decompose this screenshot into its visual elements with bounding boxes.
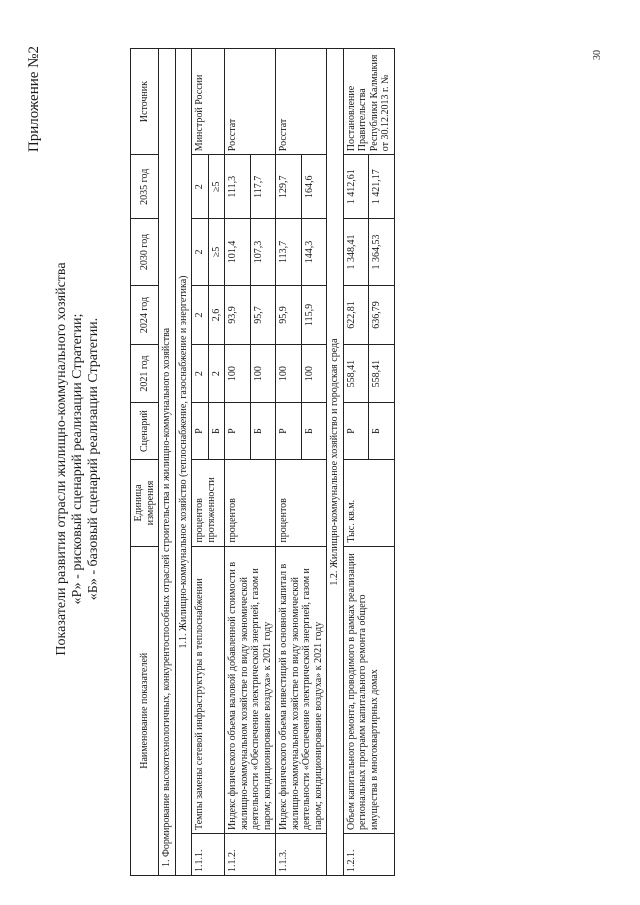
scenario: Р (225, 402, 251, 459)
header-name: Наименование показателей (131, 546, 159, 875)
scenario: Р (343, 402, 369, 459)
rotated-page (20, 34, 620, 884)
title-line-3: «Б» - базовый сценарий реализации Стратегии. (86, 317, 101, 601)
source: Росстат (276, 49, 327, 155)
header-2021: 2021 год (131, 345, 159, 402)
unit: Тыс. кв.м. (343, 460, 394, 546)
scenario: Б (250, 402, 276, 459)
value: 164,6 (301, 155, 327, 219)
source: Росстат (225, 49, 276, 155)
value: 144,3 (301, 219, 327, 285)
value: 1 412,61 (343, 155, 369, 219)
value: ≥5 (208, 155, 225, 219)
value: 117,7 (250, 155, 276, 219)
value: 100 (276, 345, 302, 402)
indicator-name: Индекс физического объема валовой добавленной стоимости в жилищно-коммунальном хозяйстве по виду экономической деятельности «Обеспечение электрической энергией, газом и паром; кондиционирование воздуха» к 2021 году (225, 546, 276, 833)
row-number: 1.1.1. (192, 834, 225, 876)
unit: процентов (276, 460, 327, 546)
subsection-1-2: 1.2. Жилищно-коммунальное хозяйство и городская среда (327, 49, 344, 876)
title-line-2: «Р» - рисковый сценарий реализации Стратегии; (70, 313, 85, 605)
value: 558,41 (369, 345, 395, 402)
header-2035: 2035 год (131, 155, 159, 219)
value: 1 348,41 (343, 219, 369, 285)
indicator-name: Объем капитального ремонта, проводимого в рамках реализации региональных программ капитального ремонта общего имущества в многоквартирных домах (343, 546, 394, 833)
header-row (131, 49, 159, 876)
value: 113,7 (276, 219, 302, 285)
value: 111,3 (225, 155, 251, 219)
row-number: 1.1.3. (276, 834, 327, 876)
value: 100 (225, 345, 251, 402)
header-scenario: Сценарий (131, 402, 159, 459)
source: Минстрой России (192, 49, 225, 155)
value: 636,79 (369, 285, 395, 345)
table-row (343, 49, 369, 876)
header-2024: 2024 год (131, 285, 159, 345)
value: 100 (301, 345, 327, 402)
header-2030: 2030 год (131, 219, 159, 285)
scenario: Б (301, 402, 327, 459)
title-line-1: Показатели развития отрасли жилищно-коммунального хозяйства (54, 262, 69, 656)
value: 2,6 (208, 285, 225, 345)
value: 1 421,17 (369, 155, 395, 219)
indicator-name: Темпы замены сетевой инфраструктуры в теплоснабжении (192, 546, 225, 833)
value: 558,41 (343, 345, 369, 402)
value: 100 (250, 345, 276, 402)
section-1: 1. Формирование высокотехнологичных, конкурентоспособных отраслей строительства и жилищно-коммунального хозяйства (159, 49, 176, 876)
value: 95,7 (250, 285, 276, 345)
value: 2 (192, 345, 209, 402)
value: 2 (208, 345, 225, 402)
page-number: 30 (592, 50, 603, 60)
header-source: Источник (131, 49, 159, 155)
appendix-label: Приложение №2 (26, 46, 42, 153)
source: Постановление Правительства Республики Калмыкия от 30.12.2013 г. № (343, 49, 394, 155)
value: 107,3 (250, 219, 276, 285)
indicators-table (130, 48, 395, 876)
unit: процентов протяженности (192, 460, 225, 546)
unit: процентов (225, 460, 276, 546)
header-unit: Единица измерения (131, 460, 159, 546)
scenario: Б (208, 402, 225, 459)
row-number: 1.1.2. (225, 834, 276, 876)
scenario: Б (369, 402, 395, 459)
subsection-1-1: 1.1. Жилищно-коммунальное хозяйство (теплоснабжение, газоснабжение и энергетика) (175, 49, 192, 876)
scenario: Р (192, 402, 209, 459)
value: 2 (192, 285, 209, 345)
value: 2 (192, 155, 209, 219)
table-row (276, 49, 302, 876)
value: ≥5 (208, 219, 225, 285)
table-row (225, 49, 251, 876)
value: 129,7 (276, 155, 302, 219)
value: 93,9 (225, 285, 251, 345)
value: 101,4 (225, 219, 251, 285)
row-number: 1.2.1. (343, 834, 394, 876)
scenario: Р (276, 402, 302, 459)
value: 1 364,53 (369, 219, 395, 285)
value: 2 (192, 219, 209, 285)
value: 115,9 (301, 285, 327, 345)
value: 622,81 (343, 285, 369, 345)
table-row (192, 49, 209, 876)
indicator-name: Индекс физического объема инвестиций в основной капитал в жилищно-коммунальном хозяйстве по виду экономической деятельности «Обеспечение электрической энергией, газом и паром; кондиционирование воздуха» к 2021 году (276, 546, 327, 833)
value: 95,9 (276, 285, 302, 345)
